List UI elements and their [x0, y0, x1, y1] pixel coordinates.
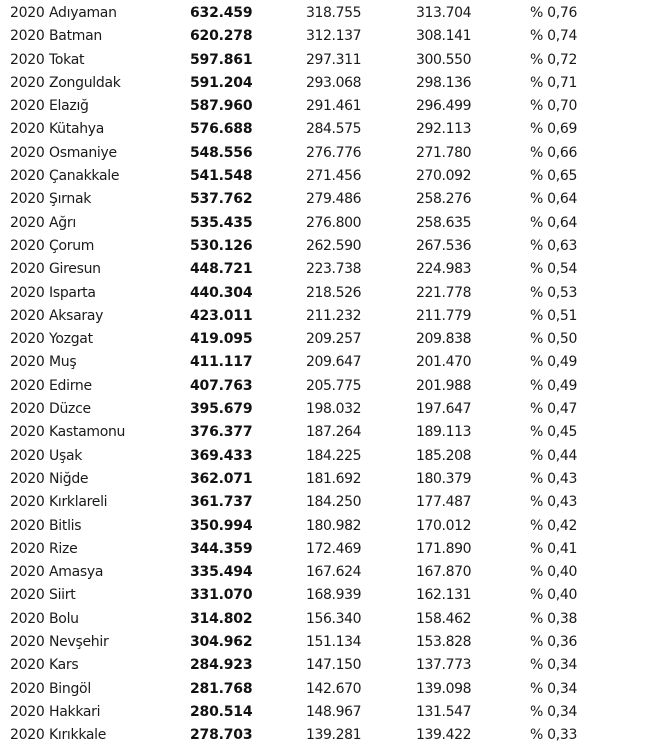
female-population-cell: 296.499	[416, 98, 472, 115]
table-row	[0, 678, 650, 701]
province-cell: Bolu	[49, 610, 79, 627]
population-share-cell: % 0,64	[530, 214, 578, 231]
population-share-cell: % 0,76	[530, 5, 578, 21]
total-population-cell: 331.070	[190, 587, 253, 604]
year-cell: 2020	[10, 168, 45, 185]
province-cell: Nevşehir	[49, 634, 109, 651]
population-share-cell: % 0,66	[530, 144, 578, 161]
province-cell: Çorum	[49, 237, 95, 254]
year-cell: 2020	[10, 657, 45, 674]
population-share-cell: % 0,53	[530, 284, 578, 301]
table-row	[0, 95, 650, 118]
male-population-cell: 293.068	[306, 74, 362, 91]
total-population-cell: 419.095	[190, 331, 253, 348]
province-cell: Edirne	[49, 377, 92, 394]
male-population-cell: 168.939	[306, 587, 362, 604]
table-row	[0, 515, 650, 538]
female-population-cell: 292.113	[416, 121, 472, 138]
province-cell: Hakkari	[49, 703, 101, 720]
table-row	[0, 2, 650, 25]
year-cell: 2020	[10, 540, 45, 557]
female-population-cell: 298.136	[416, 74, 472, 91]
total-population-cell: 576.688	[190, 121, 253, 138]
female-population-cell: 185.208	[416, 447, 472, 464]
province-cell: Elazığ	[49, 98, 89, 115]
male-population-cell: 148.967	[306, 703, 362, 720]
year-cell: 2020	[10, 634, 45, 651]
total-population-cell: 620.278	[190, 28, 253, 45]
year-cell: 2020	[10, 284, 45, 301]
male-population-cell: 184.225	[306, 447, 362, 464]
table-row	[0, 165, 650, 188]
population-share-cell: % 0,49	[530, 354, 578, 371]
female-population-cell: 137.773	[416, 657, 472, 674]
population-share-cell: % 0,47	[530, 401, 578, 418]
year-cell: 2020	[10, 401, 45, 418]
male-population-cell: 198.032	[306, 401, 362, 418]
male-population-cell: 181.692	[306, 470, 362, 487]
total-population-cell: 448.721	[190, 261, 253, 278]
table-row	[0, 212, 650, 235]
male-population-cell: 284.575	[306, 121, 362, 138]
year-cell: 2020	[10, 237, 45, 254]
male-population-cell: 156.340	[306, 610, 362, 627]
female-population-cell: 167.870	[416, 564, 472, 581]
total-population-cell: 278.703	[190, 727, 253, 744]
male-population-cell: 205.775	[306, 377, 362, 394]
year-cell: 2020	[10, 470, 45, 487]
province-cell: Muş	[49, 354, 77, 371]
total-population-cell: 369.433	[190, 447, 253, 464]
year-cell: 2020	[10, 214, 45, 231]
male-population-cell: 147.150	[306, 657, 362, 674]
province-cell: Kastamonu	[49, 424, 126, 441]
female-population-cell: 162.131	[416, 587, 472, 604]
population-share-cell: % 0,71	[530, 74, 578, 91]
year-cell: 2020	[10, 703, 45, 720]
population-share-cell: % 0,33	[530, 727, 578, 744]
table-row	[0, 421, 650, 444]
female-population-cell: 270.092	[416, 168, 472, 185]
male-population-cell: 297.311	[306, 51, 362, 68]
total-population-cell: 597.861	[190, 51, 253, 68]
table-row	[0, 282, 650, 305]
total-population-cell: 335.494	[190, 564, 253, 581]
population-share-cell: % 0,54	[530, 261, 578, 278]
male-population-cell: 218.526	[306, 284, 362, 301]
female-population-cell: 308.141	[416, 28, 472, 45]
population-share-cell: % 0,41	[530, 540, 578, 557]
total-population-cell: 314.802	[190, 610, 253, 627]
province-cell: Siirt	[49, 587, 76, 604]
population-share-cell: % 0,34	[530, 680, 578, 697]
year-cell: 2020	[10, 610, 45, 627]
female-population-cell: 131.547	[416, 703, 472, 720]
year-cell: 2020	[10, 261, 45, 278]
table-row	[0, 142, 650, 165]
province-cell: Zonguldak	[49, 74, 121, 91]
year-cell: 2020	[10, 564, 45, 581]
total-population-cell: 350.994	[190, 517, 253, 534]
table-row	[0, 631, 650, 654]
year-cell: 2020	[10, 331, 45, 348]
population-share-cell: % 0,38	[530, 610, 578, 627]
table-row	[0, 49, 650, 72]
table-row	[0, 491, 650, 514]
table-row	[0, 584, 650, 607]
male-population-cell: 172.469	[306, 540, 362, 557]
table-row	[0, 398, 650, 421]
province-cell: Isparta	[49, 284, 96, 301]
total-population-cell: 344.359	[190, 540, 253, 557]
total-population-cell: 591.204	[190, 74, 253, 91]
population-share-cell: % 0,74	[530, 28, 578, 45]
population-share-cell: % 0,45	[530, 424, 578, 441]
male-population-cell: 276.776	[306, 144, 362, 161]
female-population-cell: 300.550	[416, 51, 472, 68]
table-row	[0, 118, 650, 141]
female-population-cell: 201.988	[416, 377, 472, 394]
male-population-cell: 312.137	[306, 28, 362, 45]
total-population-cell: 411.117	[190, 354, 253, 371]
population-share-cell: % 0,34	[530, 703, 578, 720]
table-row	[0, 468, 650, 491]
table-row	[0, 188, 650, 211]
province-cell: Niğde	[49, 470, 89, 487]
male-population-cell: 223.738	[306, 261, 362, 278]
table-row	[0, 538, 650, 561]
female-population-cell: 171.890	[416, 540, 472, 557]
total-population-cell: 376.377	[190, 424, 253, 441]
male-population-cell: 276.800	[306, 214, 362, 231]
population-share-cell: % 0,43	[530, 494, 578, 511]
year-cell: 2020	[10, 587, 45, 604]
male-population-cell: 139.281	[306, 727, 362, 744]
female-population-cell: 221.778	[416, 284, 472, 301]
table-row	[0, 724, 650, 747]
table-row	[0, 654, 650, 677]
year-cell: 2020	[10, 51, 45, 68]
table-row	[0, 701, 650, 724]
male-population-cell: 180.982	[306, 517, 362, 534]
province-cell: Kütahya	[49, 121, 105, 138]
year-cell: 2020	[10, 494, 45, 511]
male-population-cell: 211.232	[306, 307, 362, 324]
year-cell: 2020	[10, 517, 45, 534]
total-population-cell: 280.514	[190, 703, 253, 720]
female-population-cell: 267.536	[416, 237, 472, 254]
male-population-cell: 151.134	[306, 634, 362, 651]
year-cell: 2020	[10, 74, 45, 91]
total-population-cell: 530.126	[190, 237, 253, 254]
female-population-cell: 201.470	[416, 354, 472, 371]
total-population-cell: 548.556	[190, 144, 253, 161]
province-cell: Bingöl	[49, 680, 91, 697]
female-population-cell: 211.779	[416, 307, 472, 324]
population-share-cell: % 0,50	[530, 331, 578, 348]
province-cell: Giresun	[49, 261, 101, 278]
total-population-cell: 281.768	[190, 680, 253, 697]
female-population-cell: 224.983	[416, 261, 472, 278]
population-table	[0, 2, 650, 748]
table-row	[0, 445, 650, 468]
province-cell: Ağrı	[49, 214, 76, 231]
province-cell: Uşak	[49, 447, 83, 464]
year-cell: 2020	[10, 447, 45, 464]
male-population-cell: 209.257	[306, 331, 362, 348]
population-share-cell: % 0,72	[530, 51, 578, 68]
female-population-cell: 139.422	[416, 727, 472, 744]
male-population-cell: 187.264	[306, 424, 362, 441]
province-cell: Kırklareli	[49, 494, 108, 511]
female-population-cell: 271.780	[416, 144, 472, 161]
male-population-cell: 184.250	[306, 494, 362, 511]
year-cell: 2020	[10, 727, 45, 744]
population-share-cell: % 0,42	[530, 517, 578, 534]
table-row	[0, 375, 650, 398]
table-row	[0, 608, 650, 631]
province-cell: Şırnak	[49, 191, 92, 208]
population-share-cell: % 0,44	[530, 447, 578, 464]
province-cell: Rize	[49, 540, 78, 557]
female-population-cell: 139.098	[416, 680, 472, 697]
table-row	[0, 258, 650, 281]
total-population-cell: 395.679	[190, 401, 253, 418]
male-population-cell: 167.624	[306, 564, 362, 581]
year-cell: 2020	[10, 121, 45, 138]
population-share-cell: % 0,40	[530, 564, 578, 581]
female-population-cell: 153.828	[416, 634, 472, 651]
year-cell: 2020	[10, 377, 45, 394]
male-population-cell: 262.590	[306, 237, 362, 254]
total-population-cell: 407.763	[190, 377, 253, 394]
male-population-cell: 209.647	[306, 354, 362, 371]
year-cell: 2020	[10, 98, 45, 115]
total-population-cell: 304.962	[190, 634, 253, 651]
year-cell: 2020	[10, 424, 45, 441]
male-population-cell: 142.670	[306, 680, 362, 697]
female-population-cell: 313.704	[416, 5, 472, 21]
province-cell: Batman	[49, 28, 102, 45]
total-population-cell: 423.011	[190, 307, 253, 324]
population-share-cell: % 0,65	[530, 168, 578, 185]
population-share-cell: % 0,69	[530, 121, 578, 138]
total-population-cell: 362.071	[190, 470, 253, 487]
total-population-cell: 537.762	[190, 191, 253, 208]
population-share-cell: % 0,40	[530, 587, 578, 604]
total-population-cell: 284.923	[190, 657, 253, 674]
total-population-cell: 440.304	[190, 284, 253, 301]
year-cell: 2020	[10, 144, 45, 161]
population-share-cell: % 0,63	[530, 237, 578, 254]
province-cell: Çanakkale	[49, 168, 120, 185]
female-population-cell: 177.487	[416, 494, 472, 511]
population-share-cell: % 0,64	[530, 191, 578, 208]
population-share-cell: % 0,70	[530, 98, 578, 115]
total-population-cell: 587.960	[190, 98, 253, 115]
province-cell: Adıyaman	[49, 5, 117, 21]
province-cell: Kars	[49, 657, 79, 674]
total-population-cell: 535.435	[190, 214, 253, 231]
table-row	[0, 235, 650, 258]
population-share-cell: % 0,34	[530, 657, 578, 674]
female-population-cell: 189.113	[416, 424, 472, 441]
province-cell: Kırıkkale	[49, 727, 107, 744]
male-population-cell: 279.486	[306, 191, 362, 208]
year-cell: 2020	[10, 28, 45, 45]
table-row	[0, 305, 650, 328]
year-cell: 2020	[10, 680, 45, 697]
province-cell: Bitlis	[49, 517, 82, 534]
total-population-cell: 632.459	[190, 5, 253, 21]
province-cell: Amasya	[49, 564, 104, 581]
female-population-cell: 209.838	[416, 331, 472, 348]
table-row	[0, 72, 650, 95]
population-share-cell: % 0,36	[530, 634, 578, 651]
year-cell: 2020	[10, 5, 45, 21]
population-share-cell: % 0,51	[530, 307, 578, 324]
province-cell: Tokat	[49, 51, 85, 68]
female-population-cell: 180.379	[416, 470, 472, 487]
province-cell: Düzce	[49, 401, 91, 418]
table-row	[0, 561, 650, 584]
male-population-cell: 271.456	[306, 168, 362, 185]
male-population-cell: 318.755	[306, 5, 362, 21]
female-population-cell: 258.635	[416, 214, 472, 231]
year-cell: 2020	[10, 191, 45, 208]
table-row	[0, 25, 650, 48]
male-population-cell: 291.461	[306, 98, 362, 115]
table-row	[0, 328, 650, 351]
female-population-cell: 258.276	[416, 191, 472, 208]
province-cell: Yozgat	[49, 331, 93, 348]
population-share-cell: % 0,43	[530, 470, 578, 487]
total-population-cell: 361.737	[190, 494, 253, 511]
table-row	[0, 351, 650, 374]
female-population-cell: 158.462	[416, 610, 472, 627]
female-population-cell: 170.012	[416, 517, 472, 534]
population-share-cell: % 0,49	[530, 377, 578, 394]
female-population-cell: 197.647	[416, 401, 472, 418]
year-cell: 2020	[10, 354, 45, 371]
year-cell: 2020	[10, 307, 45, 324]
province-cell: Aksaray	[49, 307, 104, 324]
province-cell: Osmaniye	[49, 144, 117, 161]
total-population-cell: 541.548	[190, 168, 253, 185]
